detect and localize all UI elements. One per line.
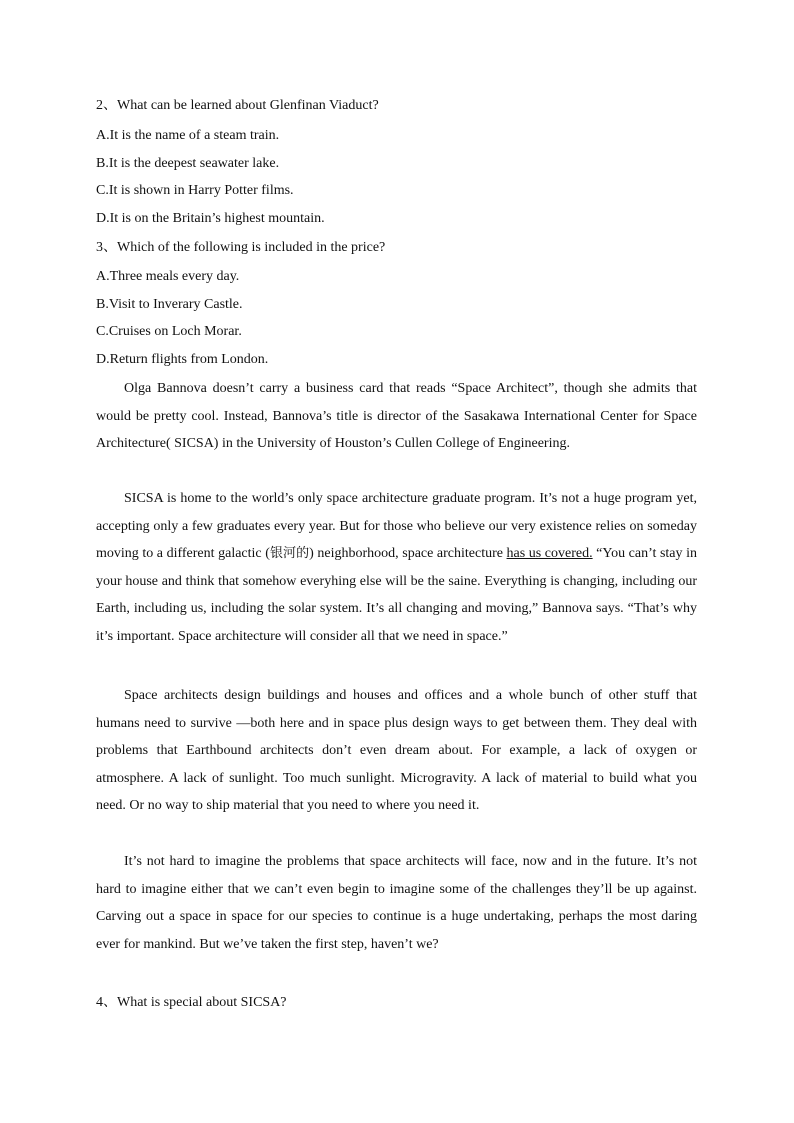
p2-text-b: ) neighborhood, space architecture <box>309 546 507 562</box>
p2-chinese-gloss: 银河的 <box>269 546 310 562</box>
passage-paragraph-3: Space architects design buildings and houses and offices and a whole bunch of other stuff that humans need to survive —both here and in space plus design ways to get between them. They deal with problems that Earthbound architects don’t even dream about. For example, a lack of oxygen or atmosphere. A lack of sunlight. Too much sunlight. Microgravity. A lack of material to build what you need. Or no way to ship material that you need to where you need it. <box>96 688 697 814</box>
p2-text-a: SICSA is home to the world’s only space architecture graduate program. It’s not a huge program yet, accepting only a few graduates every year. But for those who believe our very existence relies on someday moving to a different galactic ( <box>96 491 697 562</box>
q3-option-a: A.Three meals every day. <box>96 269 240 284</box>
q2-option-b: B.It is the deepest seawater lake. <box>96 156 280 171</box>
q3-option-b: B.Visit to Inverary Castle. <box>96 297 243 312</box>
q3-option-d: D.Return flights from London. <box>96 352 269 367</box>
question-4: 4、What is special about SICSA? <box>96 995 287 1010</box>
question-3: 3、Which of the following is included in the price? <box>96 240 386 255</box>
question-2: 2、What can be learned about Glenfinan Viaduct? <box>96 98 379 113</box>
p2-text-c: “You can’t stay in your house and think that somehow everyhing else will be the saine. Everything is changing, including our Earth, including us, including the solar system. It’s all changing and moving,” Bannova says. “That’s why it’s important. Space architecture will consider all that we need in space.” <box>96 546 697 644</box>
passage-paragraph-1: Olga Bannova doesn’t carry a business card that reads “Space Architect”, though she admits that would be pretty cool. Instead, Bannova’s title is director of the Sasakawa International Center for Space Architecture( SICSA) in the University of Houston’s Cullen College of Engineering. <box>96 381 697 452</box>
q2-option-c: C.It is shown in Harry Potter films. <box>96 183 294 198</box>
q3-option-c: C.Cruises on Loch Morar. <box>96 324 242 339</box>
passage-paragraph-2 <box>96 485 697 651</box>
p2-underlined-phrase: has us covered. <box>506 546 593 562</box>
q2-option-a: A.It is the name of a steam train. <box>96 128 280 143</box>
q2-option-d: D.It is on the Britain’s highest mountain. <box>96 211 325 226</box>
passage-paragraph-4: It’s not hard to imagine the problems that space architects will face, now and in the future. It’s not hard to imagine either that we can’t even begin to imagine some of the challenges they’ll be up against. Carving out a space in space for our species to continue is a huge undertaking, perhaps the most daring ever for mankind. But we’ve taken the first step, haven’t we? <box>96 854 697 952</box>
